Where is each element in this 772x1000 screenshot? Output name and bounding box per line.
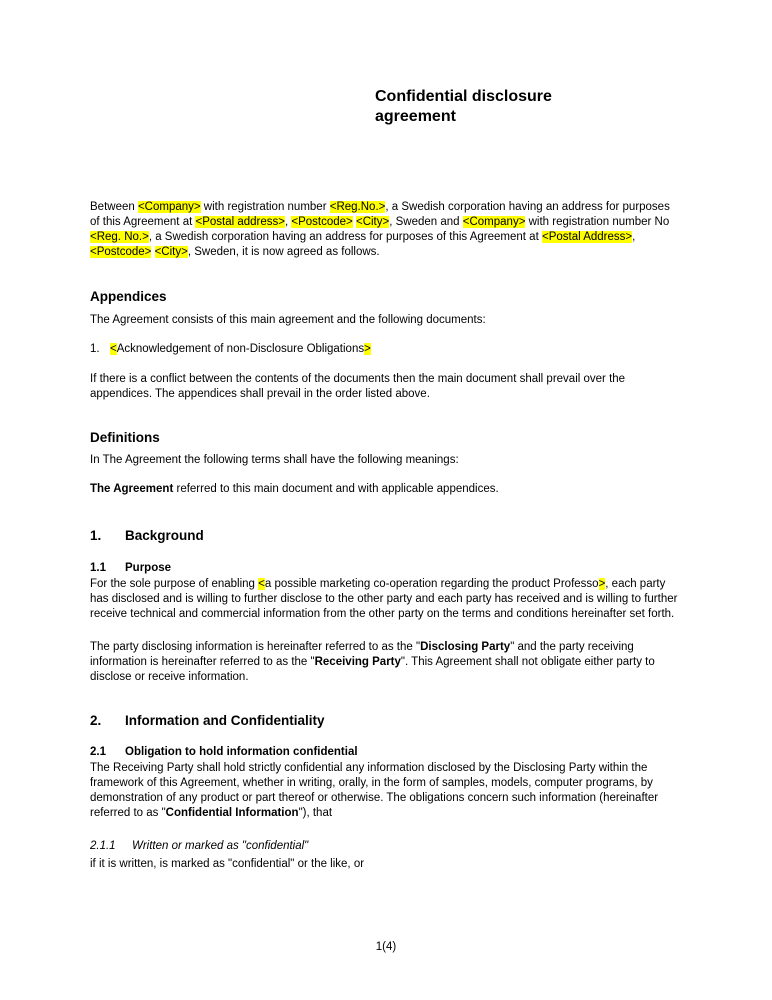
section-1-number: 1. — [90, 528, 102, 543]
appendix-list-number: 1. — [90, 343, 100, 355]
appendices-intro: The Agreement consists of this main agreement and the following documents: — [90, 314, 486, 326]
definition-the-agreement: The Agreement referred to this main document and with applicable appendices. — [90, 483, 499, 495]
appendix-list-item — [90, 342, 682, 357]
section-2-number: 2. — [90, 713, 102, 728]
appendices-heading: Appendices — [90, 289, 167, 304]
section-1-heading — [90, 527, 682, 545]
intro-paragraph: Between <Company> with registration number <Reg.No.>, a Swedish corporation having an address for purposes of this Agreement at <Postal address>, <Postcode> <City>, Sweden and <Company> with registration number No <Reg. No.>, a Swedish corporation having an address for purposes of this Agreement at <Postal Address>, <Postcode> <City>, Sweden, it is now agreed as follows. — [90, 201, 670, 258]
section-2-heading — [90, 712, 682, 730]
obligation-paragraph: The Receiving Party shall hold strictly confidential any information disclosed by the Disclosing Party within the framework of this Agreement, whether in writing, orally, in the form of samples, models, computer programs, by demonstration of any product or part thereof or otherwise. The obligations concern such information (hereinafter referred to as "Confidential Information"), that — [90, 762, 659, 819]
appendix-list-text: <Acknowledgement of non-Disclosure Obligations> — [110, 343, 371, 355]
document-title: Confidential disclosure agreement — [375, 88, 552, 125]
purpose-paragraph-1: For the sole purpose of enabling <a possible marketing co-operation regarding the product Professo>, each party has disclosed and is willing to further disclose to the other party and each party has received and is willing to further receive technical and commercial information from the other party on the terms and conditions hereinafter set forth. — [90, 578, 678, 620]
document-body — [90, 0, 682, 872]
section-1-1-heading — [90, 561, 682, 576]
purpose-paragraph-2: The party disclosing information is hereinafter referred to as the "Disclosing Party" and the party receiving information is hereinafter referred to as the "Receiving Party". This Agreement shall not obligate either party to disclose or receive information. — [90, 641, 655, 683]
section-2-1-title: Obligation to hold information confidential — [125, 746, 358, 758]
page-number: 1(4) — [375, 941, 397, 953]
section-1-1-number: 1.1 — [90, 562, 106, 574]
section-2-1-heading — [90, 745, 682, 760]
section-2-1-1-heading — [90, 839, 682, 854]
section-2-1-1-number: 2.1.1 — [90, 840, 116, 852]
section-1-1-title: Purpose — [125, 562, 172, 574]
appendices-conflict-note: If there is a conflict between the contents of the documents then the main document shall prevail over the appendices. The appendices shall prevail in the order listed above. — [90, 373, 626, 400]
definitions-intro: In The Agreement the following terms shall have the following meanings: — [90, 454, 459, 466]
definitions-heading: Definitions — [90, 430, 160, 445]
section-1-title: Background — [125, 528, 204, 543]
section-2-1-number: 2.1 — [90, 746, 106, 758]
section-2-title: Information and Confidentiality — [125, 713, 325, 728]
written-marked-paragraph: if it is written, is marked as "confidential" or the like, or — [90, 858, 365, 870]
section-2-1-1-title: Written or marked as "confidential" — [132, 840, 309, 852]
